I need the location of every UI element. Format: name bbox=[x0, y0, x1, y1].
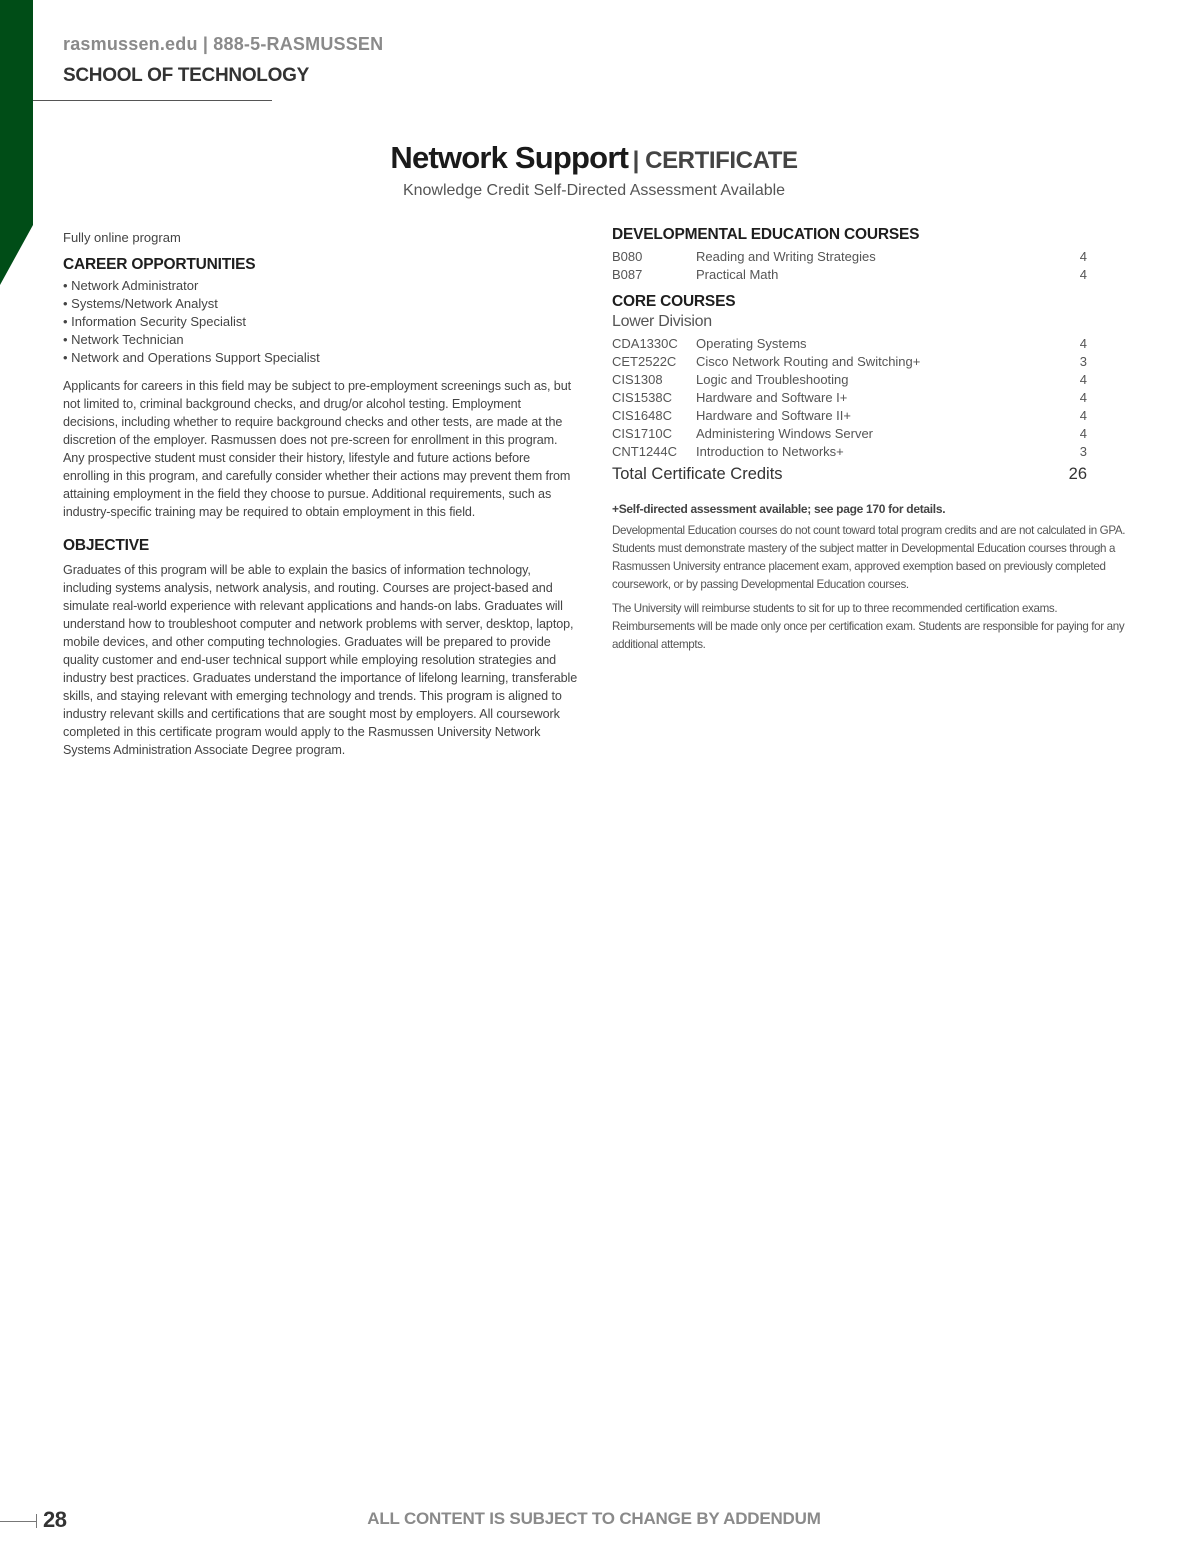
course-code: CIS1648C bbox=[612, 408, 672, 423]
list-item: • Systems/Network Analyst bbox=[63, 296, 218, 311]
course-title: Hardware and Software I+ bbox=[696, 390, 848, 405]
list-item: • Network Administrator bbox=[63, 278, 199, 293]
course-credits: 4 bbox=[1079, 336, 1087, 351]
course-credits: 4 bbox=[1079, 372, 1087, 387]
total-credits-value: 26 bbox=[1068, 465, 1087, 483]
total-credits-label: Total Certificate Credits bbox=[612, 465, 783, 483]
career-list bbox=[63, 277, 578, 367]
footer-notice: ALL CONTENT IS SUBJECT TO CHANGE BY ADDENDUM bbox=[367, 1509, 821, 1528]
course-code: CNT1244C bbox=[612, 444, 678, 459]
course-code: B087 bbox=[612, 267, 643, 282]
table-row bbox=[612, 425, 1127, 443]
left-column bbox=[63, 229, 578, 759]
school-name: SCHOOL OF TECHNOLOGY bbox=[63, 65, 309, 86]
course-code: CIS1538C bbox=[612, 390, 672, 405]
table-row bbox=[612, 389, 1127, 407]
core-course-table bbox=[612, 335, 1127, 461]
table-row bbox=[612, 248, 1127, 266]
developmental-note: Developmental Education courses do not count toward total program credits and are not calculated in GPA. Students must demonstrate mastery of the subject matter in Developmental Education courses through a Rasmussen University entrance placement exam, approved exemption based on previously completed coursework, or by passing Developmental Education courses. bbox=[612, 524, 1126, 591]
course-credits: 4 bbox=[1079, 267, 1087, 282]
page-subtitle: Knowledge Credit Self-Directed Assessment Available bbox=[402, 182, 786, 199]
site-contact-line: rasmussen.edu | 888-5-RASMUSSEN bbox=[63, 34, 384, 54]
course-title: Logic and Troubleshooting bbox=[696, 372, 849, 387]
table-row bbox=[612, 371, 1127, 389]
course-title: Operating Systems bbox=[696, 336, 807, 351]
header-divider bbox=[33, 100, 272, 101]
course-code: CDA1330C bbox=[612, 336, 678, 351]
table-row bbox=[612, 335, 1127, 353]
delivery-note: Fully online program bbox=[63, 230, 181, 245]
course-credits: 4 bbox=[1079, 249, 1087, 264]
list-item: • Network Technician bbox=[63, 332, 184, 347]
course-code: B080 bbox=[612, 249, 643, 264]
program-type: | CERTIFICATE bbox=[632, 147, 798, 174]
course-credits: 4 bbox=[1079, 426, 1087, 441]
course-credits: 3 bbox=[1079, 444, 1087, 459]
self-directed-note: +Self-directed assessment available; see page 170 for details. bbox=[612, 502, 946, 516]
course-credits: 4 bbox=[1079, 390, 1087, 405]
dev-course-table bbox=[612, 248, 1127, 284]
total-credits-row bbox=[612, 465, 1127, 484]
table-row bbox=[612, 266, 1127, 284]
program-name: Network Support bbox=[390, 140, 629, 175]
course-code: CIS1308 bbox=[612, 372, 663, 387]
course-credits: 3 bbox=[1079, 354, 1087, 369]
table-row bbox=[612, 353, 1127, 371]
screening-paragraph: Applicants for careers in this field may be subject to pre-employment screenings such as, but not limited to, criminal background checks, and drug/or alcohol testing. Employment decisions, including whether to require background checks and other tests, are made at the discretion of the employer. Rasmussen does not pre-screen for enrollment in this program. Any prospective student must consider their history, lifestyle and future actions before enrolling in this program, and carefully consider whether their actions may prevent them from attaining employment in the field they choose to pursue. Additional requirements, such as industry-specific training may be required to obtain employment in this field. bbox=[63, 379, 571, 519]
course-title: Cisco Network Routing and Switching+ bbox=[696, 354, 921, 369]
lower-division-label: Lower Division bbox=[612, 313, 712, 330]
course-title: Administering Windows Server bbox=[696, 426, 874, 441]
course-title: Introduction to Networks+ bbox=[696, 444, 844, 459]
course-credits: 4 bbox=[1079, 408, 1087, 423]
objective-heading: OBJECTIVE bbox=[63, 537, 150, 554]
table-row bbox=[612, 443, 1127, 461]
course-title: Practical Math bbox=[696, 267, 779, 282]
list-item: • Network and Operations Support Specialist bbox=[63, 350, 320, 365]
course-code: CIS1710C bbox=[612, 426, 672, 441]
core-courses-heading: CORE COURSES bbox=[612, 293, 736, 310]
course-title: Hardware and Software II+ bbox=[696, 408, 851, 423]
page-number: 28 bbox=[43, 1507, 67, 1532]
dev-courses-heading: DEVELOPMENTAL EDUCATION COURSES bbox=[612, 226, 920, 243]
career-heading: CAREER OPPORTUNITIES bbox=[63, 256, 256, 273]
table-row bbox=[612, 407, 1127, 425]
list-item: • Information Security Specialist bbox=[63, 314, 247, 329]
page-title bbox=[0, 140, 1188, 176]
course-code: CET2522C bbox=[612, 354, 677, 369]
reimbursement-note: The University will reimburse students to sit for up to three recommended certification exams. Reimbursements will be made only once per certification exam. Students are responsible for paying for any additional attempts. bbox=[612, 602, 1125, 651]
right-column bbox=[612, 226, 1127, 654]
course-title: Reading and Writing Strategies bbox=[696, 249, 876, 264]
objective-paragraph: Graduates of this program will be able to explain the basics of information technology, including systems analysis, network analysis, and routing. Courses are project-based and simulate real-world experience with relevant applications and hands-on labs. Graduates will understand how to troubleshoot computer and network problems with server, desktop, laptop, mobile devices, and other computing technologies. Graduates will be prepared to provide quality customer and end-user technical support while employing resolution strategies and industry best practices. Graduates understand the importance of lifelong learning, transferable skills, and staying relevant with emerging technology and trends. This program is aligned to industry relevant skills and certifications that are sought most by employers. All coursework completed in this certificate program would apply to the Rasmussen University Network Systems Administration Associate Degree program. bbox=[63, 563, 578, 757]
